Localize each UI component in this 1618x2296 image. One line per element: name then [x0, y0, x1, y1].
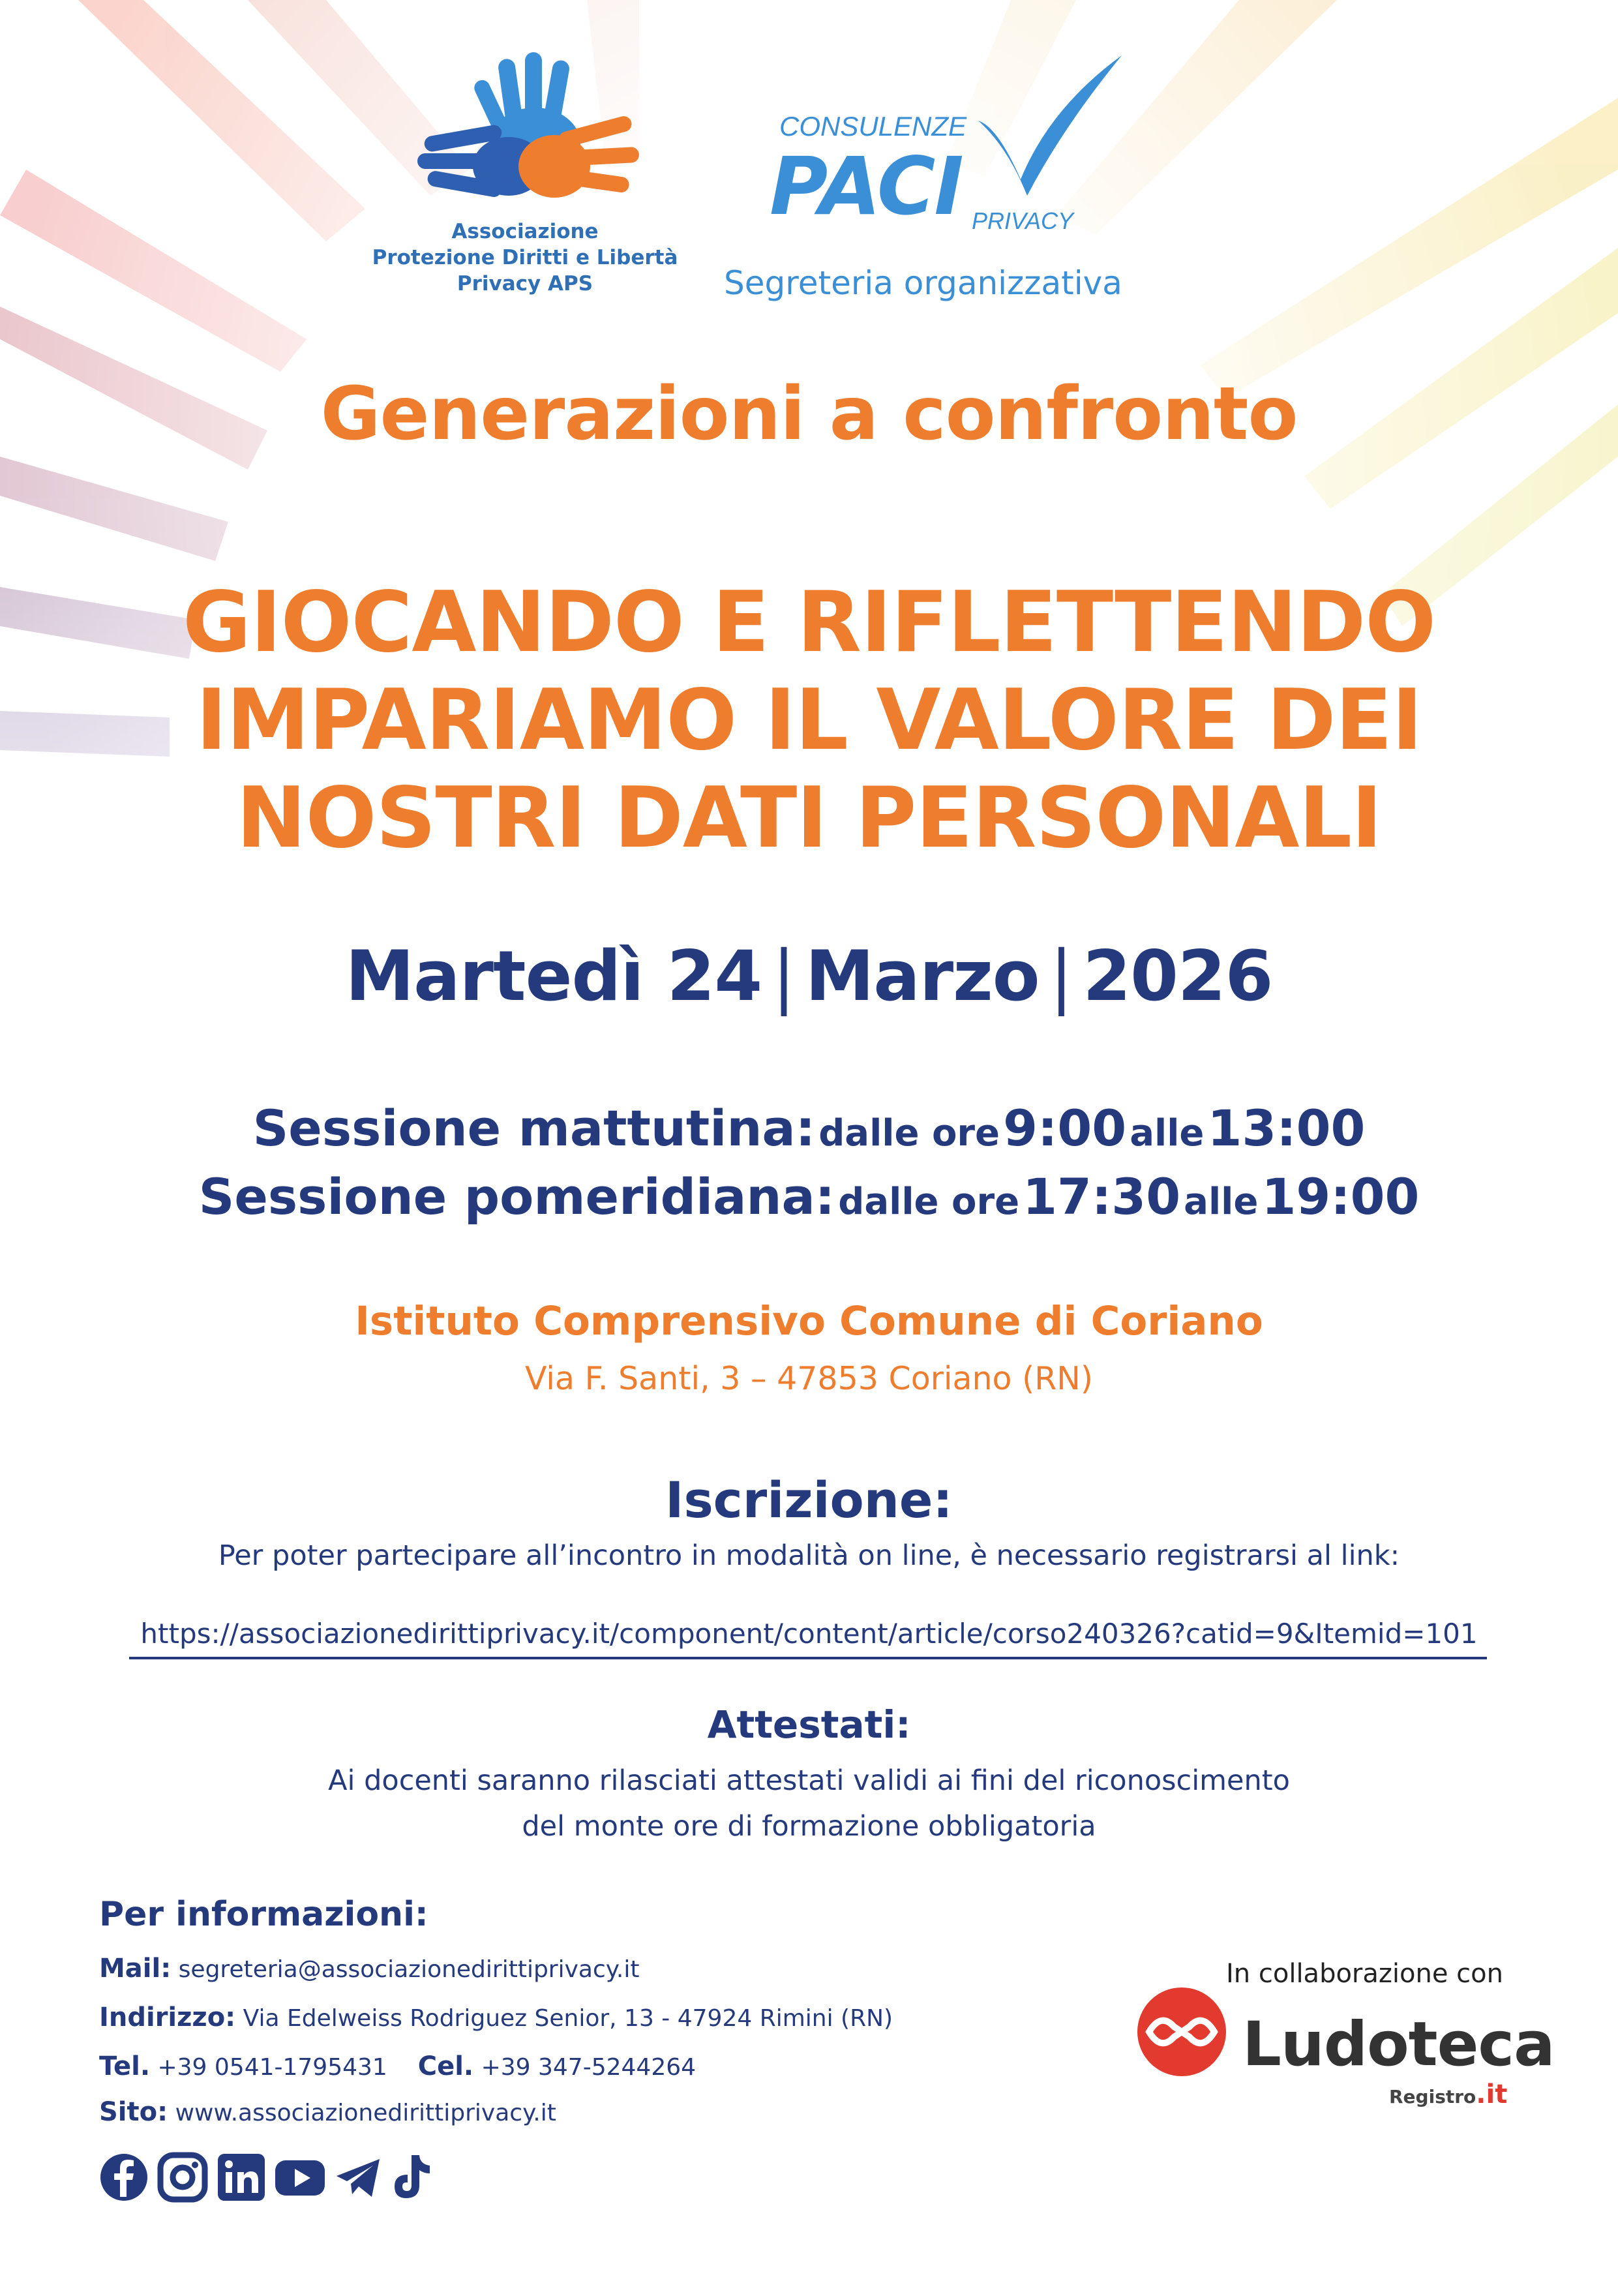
session-end: 13:00: [1207, 1099, 1366, 1157]
tel-value: +39 0541-1795431: [157, 2054, 387, 2081]
address-value: Via Edelweiss Rodriguez Senior, 13 - 47924 Rimini (RN): [243, 2005, 893, 2032]
cel-value: +39 347-5244264: [481, 2054, 697, 2081]
info-heading: Per informazioni:: [99, 1895, 428, 1934]
collaboration-text: In collaborazione con: [1226, 1959, 1503, 1989]
link-underline: [129, 1657, 1487, 1659]
event-date: [0, 936, 1618, 1016]
consulenze-label: CONSULENZE: [779, 111, 967, 142]
association-line: Protezione Diritti e Libertà: [372, 246, 678, 269]
headline-line: NOSTRI DATI PERSONALI: [236, 770, 1382, 867]
session-to-text: alle: [1184, 1181, 1259, 1223]
checkmark-icon: [972, 49, 1128, 199]
info-site: [99, 2097, 556, 2127]
headline-line: GIOCANDO E RIFLETTENDO: [182, 574, 1436, 671]
ludoteca-logo-icon: [1136, 1986, 1227, 2077]
session-label: Sessione mattutina:: [252, 1099, 816, 1157]
association-name: [368, 219, 682, 297]
association-line: Privacy APS: [457, 272, 593, 295]
session-from-text: dalle ore: [838, 1181, 1020, 1223]
youtube-icon[interactable]: [274, 2151, 326, 2203]
info-label: Sito:: [99, 2097, 168, 2127]
headline: [0, 574, 1618, 868]
date-day: Martedì 24: [345, 936, 762, 1016]
session-start: 17:30: [1023, 1168, 1181, 1226]
info-mail: [99, 1954, 640, 1984]
session-end: 19:00: [1261, 1168, 1420, 1226]
privacy-label: PRIVACY: [972, 207, 1074, 234]
site-link[interactable]: www.associazionedirittiprivacy.it: [175, 2100, 556, 2126]
session-label: Sessione pomeridiana:: [198, 1168, 835, 1226]
session-to-text: alle: [1130, 1112, 1205, 1155]
association-line: Associazione: [451, 220, 599, 243]
registro-label: [1389, 2079, 1507, 2109]
date-separator: |: [1049, 936, 1073, 1016]
registro-tld: .it: [1476, 2079, 1508, 2109]
registration-text: Per poter partecipare all’incontro in modalità on line, è necessario registrarsi al link:: [218, 1539, 1400, 1572]
info-address: [99, 2002, 893, 2032]
info-label: Indirizzo:: [99, 2002, 236, 2032]
session-start: 9:00: [1003, 1099, 1127, 1157]
certificates-heading: Attestati:: [707, 1702, 911, 1747]
registration-link[interactable]: https://associazionedirittiprivacy.it/component/content/article/corso240326?catid=9&Itemid=101: [140, 1618, 1478, 1650]
linkedin-icon[interactable]: [215, 2151, 267, 2203]
event-title: Generazioni a confronto: [320, 372, 1298, 457]
venue-name: Istituto Comprensivo Comune di Coriano: [355, 1298, 1263, 1344]
registro-text: Registro: [1389, 2086, 1476, 2107]
paci-label: PACI: [770, 140, 963, 233]
hands-logo-icon: [417, 52, 639, 209]
certificates-line: del monte ore di formazione obbligatoria: [522, 1810, 1096, 1843]
date-year: 2026: [1083, 936, 1273, 1016]
date-separator: |: [772, 936, 795, 1016]
telegram-icon[interactable]: [333, 2151, 385, 2203]
registration-heading: Iscrizione:: [665, 1471, 953, 1529]
info-label: Tel.: [99, 2051, 151, 2081]
headline-line: IMPARIAMO IL VALORE DEI: [196, 672, 1422, 769]
tiktok-icon[interactable]: [388, 2151, 434, 2203]
info-label: Mail:: [99, 1954, 172, 1984]
mail-link[interactable]: segreteria@associazionedirittiprivacy.it: [178, 1956, 640, 1983]
facebook-icon[interactable]: [98, 2151, 150, 2203]
session-morning: [0, 1099, 1618, 1157]
venue-address: Via F. Santi, 3 – 47853 Coriano (RN): [524, 1360, 1094, 1397]
info-label: Cel.: [417, 2051, 474, 2081]
session-afternoon: [0, 1168, 1618, 1226]
instagram-icon[interactable]: [157, 2151, 209, 2203]
date-month: Marzo: [805, 936, 1040, 1016]
certificates-line: Ai docenti saranno rilasciati attestati validi ai fini del riconoscimento: [328, 1764, 1290, 1797]
segreteria-label: Segreteria organizzativa: [724, 264, 1122, 302]
session-from-text: dalle ore: [818, 1112, 1000, 1155]
ludoteca-brand: Ludoteca: [1242, 2009, 1555, 2080]
info-phone: [99, 2051, 696, 2081]
